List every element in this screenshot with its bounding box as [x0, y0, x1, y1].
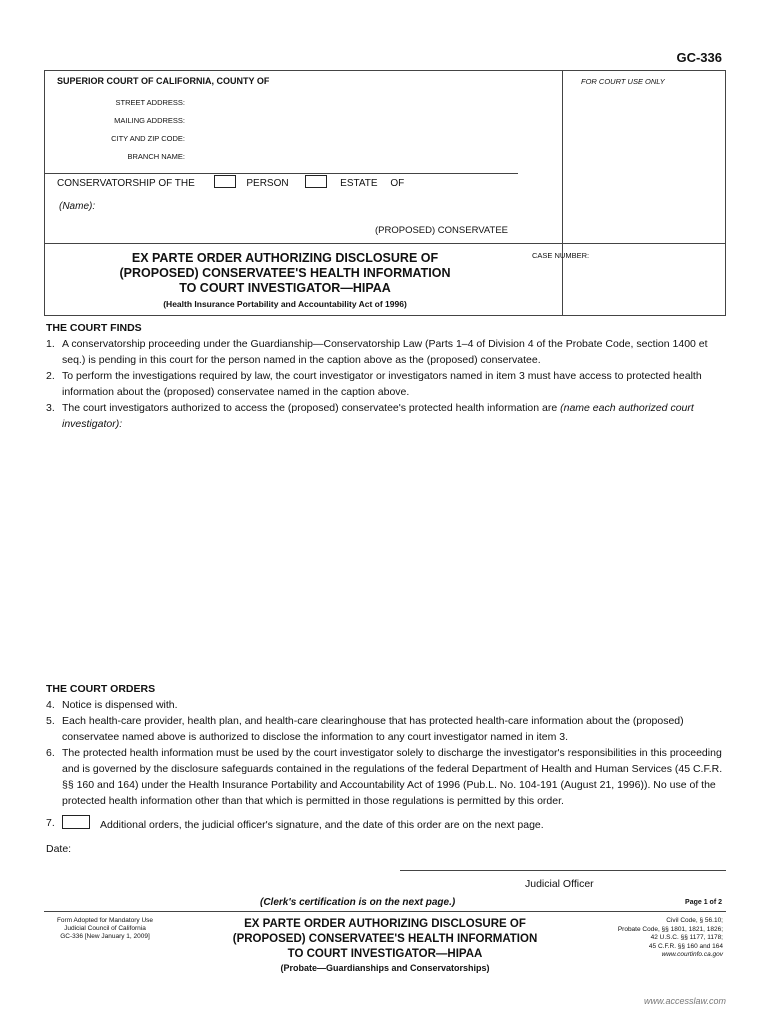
- branch-name-label: BRANCH NAME:: [127, 152, 185, 161]
- page-label: Page 1 of 2: [685, 899, 722, 906]
- additional-orders-checkbox[interactable]: [62, 815, 90, 829]
- legal-citations: [553, 917, 723, 960]
- item-number: 1.: [46, 338, 55, 350]
- name-label: (Name):: [59, 201, 96, 212]
- footer-title-line: (PROPOSED) CONSERVATEE'S HEALTH INFORMATION: [232, 933, 538, 945]
- mailing-address-label: MAILING ADDRESS:: [114, 116, 185, 125]
- item-text: Additional orders, the judicial officer's signature, and the date of this order are on the next page.: [100, 819, 544, 831]
- order-item: [46, 815, 726, 833]
- estate-label: ESTATE: [340, 178, 378, 189]
- proposed-conservatee-label: (PROPOSED) CONSERVATEE: [375, 225, 509, 236]
- order-item: [46, 713, 726, 745]
- clerk-note: (Clerk's certification is on the next page.): [260, 897, 456, 908]
- item-text: Notice is dispensed with.: [62, 699, 178, 711]
- item-number: 2.: [46, 370, 55, 382]
- footer-title-line: EX PARTE ORDER AUTHORIZING DISCLOSURE OF: [244, 918, 526, 930]
- footer-title-subtitle: (Probate—Guardianships and Conservatorships): [280, 963, 490, 973]
- order-item: [46, 745, 726, 809]
- form-number: GC-336: [676, 50, 722, 65]
- street-address-label: STREET ADDRESS:: [115, 98, 185, 107]
- footer-title: [190, 917, 580, 973]
- of-label: OF: [390, 178, 405, 189]
- adopted-line: Judicial Council of California: [64, 925, 146, 932]
- item-text: A conservatorship proceeding under the Guardianship—Conservatorship Law (Parts 1–4 of Division 4 of the Probate Code, section 1400 et seq.) is pending in this court for the person named in the caption above as the (proposed) conservatee.: [62, 338, 708, 366]
- item-number: 6.: [46, 747, 55, 759]
- item-number: 3.: [46, 402, 55, 414]
- item-text: The protected health information must be used by the court investigator solely to discharge the investigator's responsibilities in this proceeding and is governed by the disclosure safeguards contained in the regulations of the federal Department of Health and Human Services (45 C.F.R. §§ 160 and 164) under the Health Insurance Portability and Accountability Act of 1996 (Pub.L. No. 104-191 (August 21, 1996)). No use of the protected health information other than that which is permitted in those regulations is permitted by this order.: [62, 747, 723, 807]
- item-number: 7.: [46, 817, 55, 829]
- court-orders-section: [46, 681, 726, 857]
- item-number: 4.: [46, 699, 55, 711]
- city-zip-label: CITY AND ZIP CODE:: [111, 134, 185, 143]
- item-number: 5.: [46, 715, 55, 727]
- order-item: [46, 697, 726, 713]
- adopted-line: Form Adopted for Mandatory Use: [56, 917, 154, 924]
- person-label: PERSON: [246, 178, 289, 189]
- date-label: Date:: [46, 843, 72, 855]
- court-finds-section: [46, 320, 726, 432]
- for-court-use-label: FOR COURT USE ONLY: [581, 77, 665, 86]
- caption-title-subtitle: (Health Insurance Portability and Accountability Act of 1996): [163, 299, 407, 309]
- citation-line: Civil Code, § 56.10;: [666, 917, 723, 924]
- adopted-notice: [44, 917, 166, 941]
- court-finds-heading: THE COURT FINDS: [46, 322, 142, 334]
- footer-divider: [44, 911, 726, 912]
- caption-title-line: TO COURT INVESTIGATOR—HIPAA: [179, 281, 391, 295]
- footer-title-line: TO COURT INVESTIGATOR—HIPAA: [287, 948, 483, 960]
- caption-line-2: [45, 243, 725, 244]
- watermark: www.accesslaw.com: [643, 996, 726, 1006]
- finding-item: [46, 368, 726, 400]
- caption-title: [65, 251, 505, 309]
- estate-checkbox[interactable]: [305, 175, 327, 188]
- item-text: To perform the investigations required by law, the court investigator or investigators named in item 3 must have access to protected health information about the (proposed) conservatee named in the caption above.: [62, 370, 702, 398]
- item-text: Each health-care provider, health plan, and health-care clearinghouse that has protected health-care information about the (proposed) conservatee named above is authorized to disclose the information to any court investigator named in item 3.: [62, 715, 684, 743]
- court-name: SUPERIOR COURT OF CALIFORNIA, COUNTY OF: [57, 76, 270, 86]
- case-number-label: CASE NUMBER:: [532, 251, 590, 260]
- court-orders-heading: THE COURT ORDERS: [46, 683, 156, 695]
- court-investigator-names-area[interactable]: [64, 426, 724, 676]
- caption-divider: [562, 71, 563, 315]
- citation-line: 42 U.S.C. §§ 1177, 1178;: [650, 934, 723, 941]
- citation-line: 45 C.F.R. §§ 160 and 164: [648, 942, 723, 950]
- caption-title-line: EX PARTE ORDER AUTHORIZING DISCLOSURE OF: [131, 251, 439, 265]
- adopted-line: GC-336 [New January 1, 2009]: [60, 933, 150, 940]
- caption-box: [44, 70, 726, 316]
- caption-title-line: (PROPOSED) CONSERVATEE'S HEALTH INFORMATION: [119, 266, 451, 280]
- finding-item: [46, 336, 726, 368]
- caption-line-1: [45, 173, 518, 174]
- conservatorship-label: CONSERVATORSHIP OF THE: [57, 178, 195, 189]
- judicial-officer-label: Judicial Officer: [525, 878, 594, 890]
- courtinfo-link[interactable]: www.courtinfo.ca.gov: [661, 951, 723, 958]
- item-text: The court investigators authorized to access the (proposed) conservatee's protected health information are: [62, 402, 558, 414]
- judicial-officer-signature-line[interactable]: [400, 870, 726, 871]
- person-checkbox[interactable]: [214, 175, 236, 188]
- citation-line: Probate Code, §§ 1801, 1821, 1826;: [617, 925, 723, 933]
- conservatorship-row: [57, 175, 404, 189]
- item-text-italic: (name each authorized court investigator):: [62, 402, 694, 430]
